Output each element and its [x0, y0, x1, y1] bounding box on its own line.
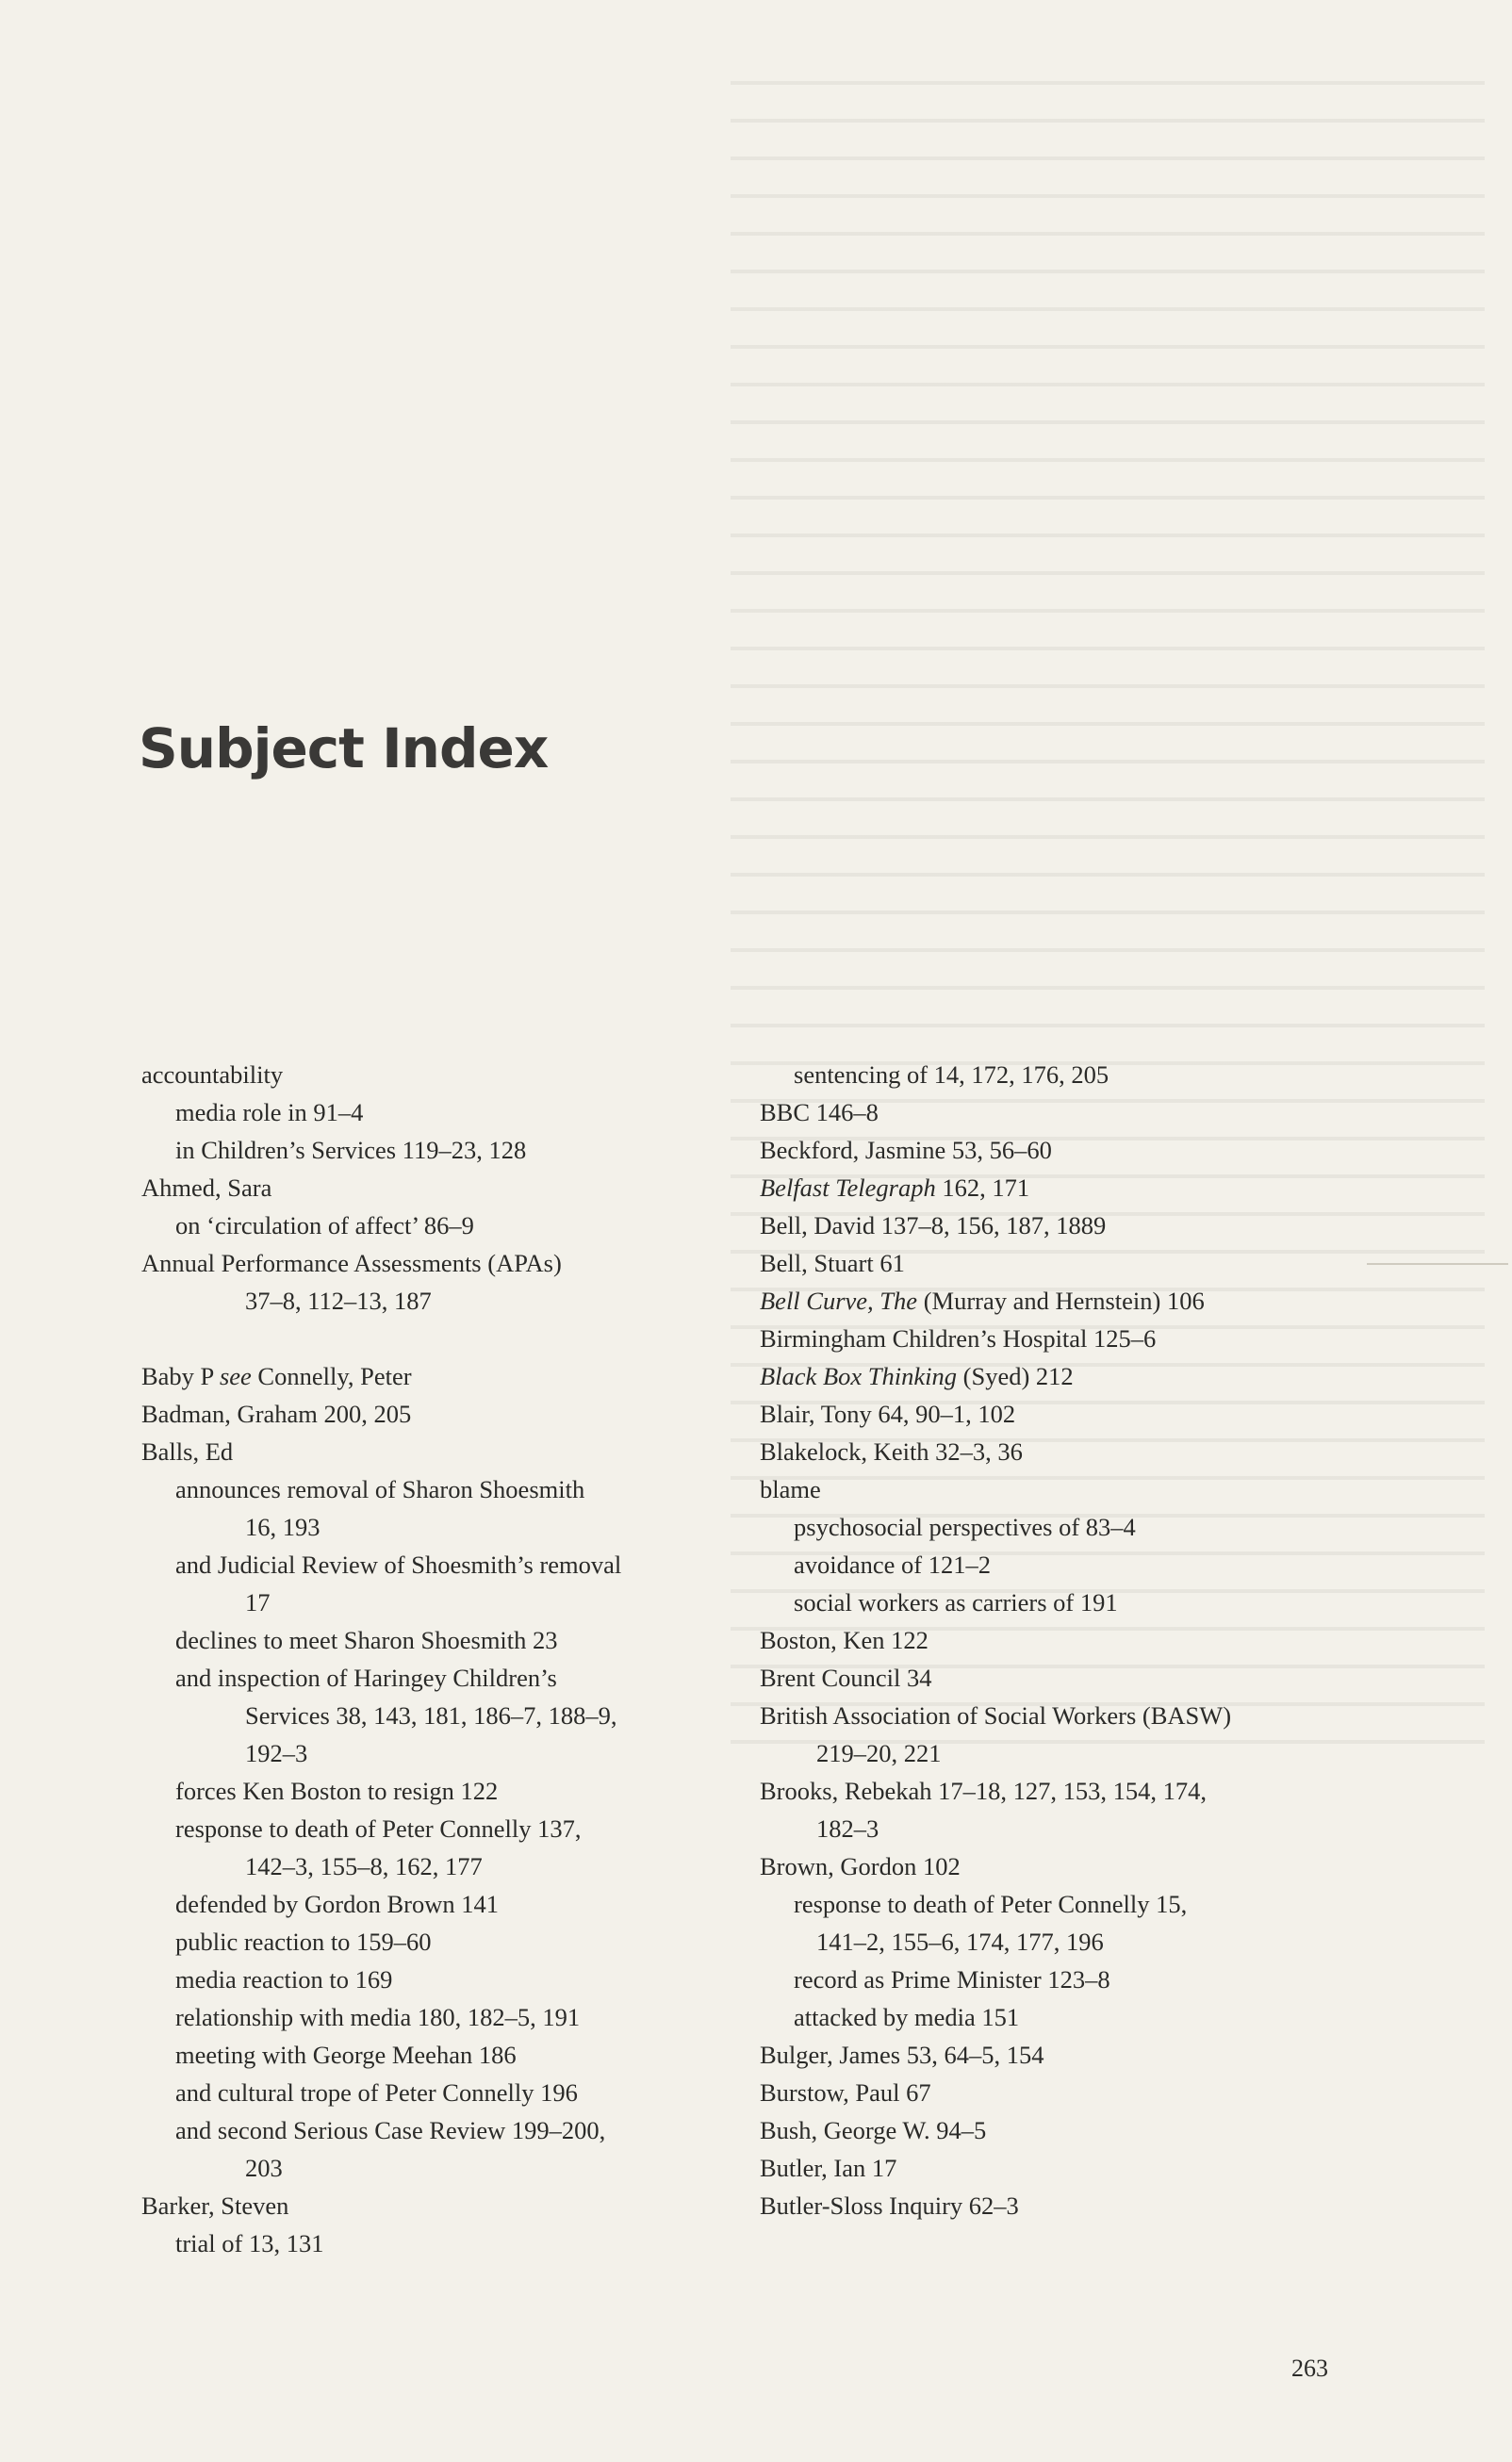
index-subentry	[141, 1546, 745, 1584]
entry-text: Beckford, Jasmine 53, 56–60	[760, 1136, 1052, 1164]
index-subentry	[760, 1546, 1363, 1584]
entry-text: 219–20, 221	[816, 1739, 942, 1767]
entry-text: record as Prime Minister 123–8	[794, 1965, 1110, 1994]
index-subentry	[141, 1697, 745, 1734]
entry-text: declines to meet Sharon Shoesmith 23	[175, 1626, 558, 1654]
entry-text: Ahmed, Sara	[141, 1174, 272, 1202]
index-subentry	[141, 1772, 745, 1810]
entry-text: Butler-Sloss Inquiry 62–3	[760, 2191, 1019, 2220]
entry-text: media reaction to 169	[175, 1965, 393, 1994]
entry-text: and second Serious Case Review 199–200,	[175, 2116, 606, 2144]
index-entry	[760, 2187, 1363, 2224]
index-subentry	[141, 2036, 745, 2074]
index-entry	[760, 1244, 1363, 1282]
index-entry	[760, 2074, 1363, 2111]
entry-text: Baby P	[141, 1362, 220, 1390]
index-entry	[141, 1395, 745, 1433]
entry-text: Brown, Gordon 102	[760, 1852, 961, 1880]
entry-text: Barker, Steven	[141, 2191, 289, 2220]
index-entry	[760, 1169, 1363, 1206]
entry-text: see	[219, 1362, 252, 1390]
index-entry	[760, 2111, 1363, 2149]
index-subentry	[141, 2149, 745, 2187]
index-entry	[141, 1433, 745, 1470]
entry-text: BBC 146–8	[760, 1098, 879, 1126]
index-entry	[760, 1131, 1363, 1169]
index-subentry	[760, 1961, 1363, 1998]
entry-text: Bulger, James 53, 64–5, 154	[760, 2041, 1044, 2069]
entry-text: 142–3, 155–8, 162, 177	[245, 1852, 483, 1880]
index-subentry	[141, 2111, 745, 2149]
entry-text: Bell, David 137–8, 156, 187, 1889	[760, 1211, 1107, 1239]
entry-text: 203	[245, 2154, 283, 2182]
index-entry	[760, 1621, 1363, 1659]
index-subentry	[760, 1923, 1363, 1961]
index-subentry	[141, 1998, 745, 2036]
entry-text: 37–8, 112–13, 187	[245, 1287, 432, 1315]
entry-text: trial of 13, 131	[175, 2229, 324, 2257]
index-entry	[760, 1659, 1363, 1697]
entry-text: public reaction to 159–60	[175, 1928, 432, 1956]
index-entry	[760, 2149, 1363, 2187]
index-subentry	[760, 1734, 1363, 1772]
index-entry	[760, 1395, 1363, 1433]
index-subentry	[760, 1810, 1363, 1847]
index-entry	[141, 1244, 745, 1282]
index-subentry	[141, 1734, 745, 1772]
index-subentry	[760, 1584, 1363, 1621]
index-subentry	[141, 1131, 745, 1169]
index-column-right	[760, 1056, 1363, 2224]
index-entry	[760, 1847, 1363, 1885]
index-subentry	[760, 1885, 1363, 1923]
entry-text: media role in 91–4	[175, 1098, 364, 1126]
index-entry	[760, 2036, 1363, 2074]
entry-text: forces Ken Boston to resign 122	[175, 1777, 499, 1805]
entry-text: 192–3	[245, 1739, 308, 1767]
entry-text: (Murray and Hernstein) 106	[917, 1287, 1205, 1315]
entry-text: Services 38, 143, 181, 186–7, 188–9,	[245, 1701, 617, 1730]
index-entry	[141, 1169, 745, 1206]
index-entry	[760, 1357, 1363, 1395]
entry-text: on ‘circulation of affect’ 86–9	[175, 1211, 474, 1239]
entry-text: in Children’s Services 119–23, 128	[175, 1136, 527, 1164]
entry-text: 17	[245, 1588, 271, 1617]
entry-text: defended by Gordon Brown 141	[175, 1890, 499, 1918]
entry-text: avoidance of 121–2	[794, 1551, 991, 1579]
entry-text: meeting with George Meehan 186	[175, 2041, 517, 2069]
index-subentry	[141, 1206, 745, 1244]
entry-text: announces removal of Sharon Shoesmith	[175, 1475, 585, 1503]
index-subentry	[141, 1847, 745, 1885]
entry-text: Blair, Tony 64, 90–1, 102	[760, 1400, 1016, 1428]
index-entry	[760, 1697, 1363, 1734]
index-subentry	[141, 1810, 745, 1847]
entry-text: Black Box Thinking	[760, 1362, 957, 1390]
entry-text: Bush, George W. 94–5	[760, 2116, 987, 2144]
entry-text: Boston, Ken 122	[760, 1626, 929, 1654]
index-entry	[760, 1206, 1363, 1244]
entry-text: Blakelock, Keith 32–3, 36	[760, 1437, 1023, 1466]
index-column-left	[141, 1056, 745, 2262]
entry-text: Connelly, Peter	[251, 1362, 412, 1390]
entry-text: psychosocial perspectives of 83–4	[794, 1513, 1136, 1541]
entry-text: and Judicial Review of Shoesmith’s removal	[175, 1551, 622, 1579]
entry-text: 16, 193	[245, 1513, 320, 1541]
index-entry	[760, 1470, 1363, 1508]
index-entry	[760, 1772, 1363, 1810]
entry-text: Annual Performance Assessments (APAs)	[141, 1249, 562, 1277]
entry-text: British Association of Social Workers (BASW)	[760, 1701, 1232, 1730]
index-subentry	[141, 2074, 745, 2111]
index-subentry	[141, 1508, 745, 1546]
index-subentry	[760, 1508, 1363, 1546]
entry-text: accountability	[141, 1060, 284, 1089]
entry-text: response to death of Peter Connelly 137,	[175, 1814, 582, 1843]
entry-text: blame	[760, 1475, 821, 1503]
index-entry	[760, 1282, 1363, 1320]
page-number: 263	[1291, 2355, 1328, 2382]
entry-text: Burstow, Paul 67	[760, 2078, 931, 2107]
index-subentry	[141, 1885, 745, 1923]
entry-text: Birmingham Children’s Hospital 125–6	[760, 1324, 1157, 1353]
entry-text: 162, 171	[935, 1174, 1030, 1202]
entry-text: Belfast Telegraph	[760, 1174, 936, 1202]
entry-text: 141–2, 155–6, 174, 177, 196	[816, 1928, 1104, 1956]
index-entry	[141, 2187, 745, 2224]
entry-text: Butler, Ian 17	[760, 2154, 897, 2182]
index-subentry	[141, 1621, 745, 1659]
index-subentry	[141, 1659, 745, 1697]
index-entry	[760, 1093, 1363, 1131]
index-entry	[141, 1056, 745, 1093]
entry-text: 182–3	[816, 1814, 879, 1843]
entry-text: Badman, Graham 200, 205	[141, 1400, 412, 1428]
page-title: Subject Index	[139, 716, 549, 780]
index-subentry	[141, 1961, 745, 1998]
entry-text: Brent Council 34	[760, 1664, 932, 1692]
entry-text: social workers as carriers of 191	[794, 1588, 1118, 1617]
index-subentry	[760, 1056, 1363, 1093]
entry-text: relationship with media 180, 182–5, 191	[175, 2003, 581, 2031]
index-entry	[141, 1357, 745, 1395]
entry-text: and cultural trope of Peter Connelly 196	[175, 2078, 578, 2107]
index-subentry	[141, 1923, 745, 1961]
index-subentry	[141, 1282, 745, 1320]
index-subentry	[141, 1093, 745, 1131]
index-subentry	[141, 1584, 745, 1621]
entry-text: sentencing of 14, 172, 176, 205	[794, 1060, 1109, 1089]
index-subentry	[141, 2224, 745, 2262]
entry-text: response to death of Peter Connelly 15,	[794, 1890, 1188, 1918]
index-entry	[760, 1320, 1363, 1357]
entry-text: attacked by media 151	[794, 2003, 1020, 2031]
entry-text: Balls, Ed	[141, 1437, 234, 1466]
index-entry	[760, 1433, 1363, 1470]
index-subentry	[760, 1998, 1363, 2036]
entry-text: Bell, Stuart 61	[760, 1249, 905, 1277]
entry-text: Brooks, Rebekah 17–18, 127, 153, 154, 174,	[760, 1777, 1208, 1805]
entry-text: (Syed) 212	[957, 1362, 1074, 1390]
entry-text: and inspection of Haringey Children’s	[175, 1664, 557, 1692]
show-through-line	[1367, 1263, 1508, 1265]
blank-line	[141, 1320, 745, 1357]
index-subentry	[141, 1470, 745, 1508]
entry-text: Bell Curve, The	[760, 1287, 918, 1315]
